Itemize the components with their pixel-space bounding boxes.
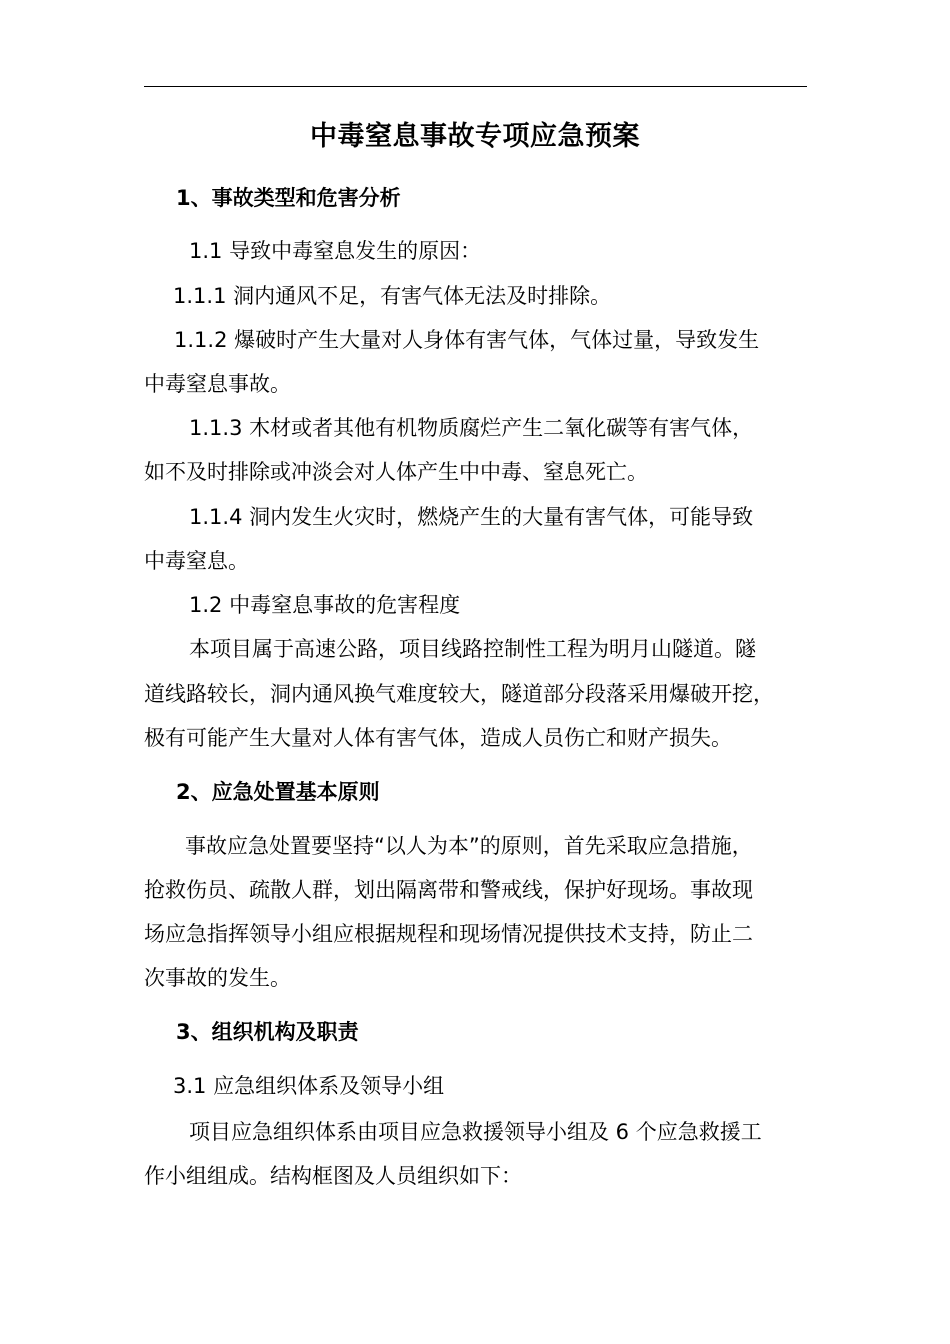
paragraph-hazard-line2: 道线路较长，洞内通风换气难度较大，隧道部分段落采用爆破开挖， (144, 682, 774, 706)
document-title: 中毒窒息事故专项应急预案 (310, 121, 640, 152)
subsection-3-1: 3.1 应急组织体系及领导小组 (173, 1074, 445, 1098)
item-1-1-3-line1: 1.1.3 木材或者其他有机物质腐烂产生二氧化碳等有害气体， (189, 416, 754, 440)
paragraph-org-line1: 项目应急组织体系由项目应急救援领导小组及 6 个应急救援工 (189, 1120, 762, 1144)
section-heading-3: 3、组织机构及职责 (176, 1020, 359, 1044)
paragraph-principle-line4: 次事故的发生。 (144, 966, 291, 990)
paragraph-hazard-line3: 极有可能产生大量对人体有害气体，造成人员伤亡和财产损失。 (144, 726, 732, 750)
item-1-1-2-line1: 1.1.2 爆破时产生大量对人身体有害气体，气体过量，导致发生 (174, 328, 760, 352)
paragraph-principle-line3: 场应急指挥领导小组应根据规程和现场情况提供技术支持，防止二 (144, 922, 753, 946)
item-1-1-4-line2: 中毒窒息。 (144, 549, 249, 573)
subsection-1-2: 1.2 中毒窒息事故的危害程度 (189, 593, 461, 617)
paragraph-principle-line1: 事故应急处置要坚持“以人为本”的原则，首先采取应急措施， (185, 834, 753, 858)
paragraph-hazard-line1: 本项目属于高速公路，项目线路控制性工程为明月山隧道。隧 (189, 637, 756, 661)
header-rule (144, 86, 807, 87)
item-1-1-4-line1: 1.1.4 洞内发生火灾时，燃烧产生的大量有害气体，可能导致 (189, 505, 754, 529)
section-heading-2: 2、应急处置基本原则 (176, 780, 380, 804)
item-1-1-2-line2: 中毒窒息事故。 (144, 372, 291, 396)
paragraph-org-line2: 作小组组成。结构框图及人员组织如下： (144, 1164, 522, 1188)
item-1-1-1: 1.1.1 洞内通风不足，有害气体无法及时排除。 (173, 284, 612, 308)
section-heading-1: 1、事故类型和危害分析 (176, 186, 401, 210)
paragraph-principle-line2: 抢救伤员、疏散人群，划出隔离带和警戒线，保护好现场。事故现 (144, 878, 753, 902)
subsection-1-1: 1.1 导致中毒窒息发生的原因： (189, 239, 482, 263)
item-1-1-3-line2: 如不及时排除或冲淡会对人体产生中中毒、窒息死亡。 (144, 460, 648, 484)
